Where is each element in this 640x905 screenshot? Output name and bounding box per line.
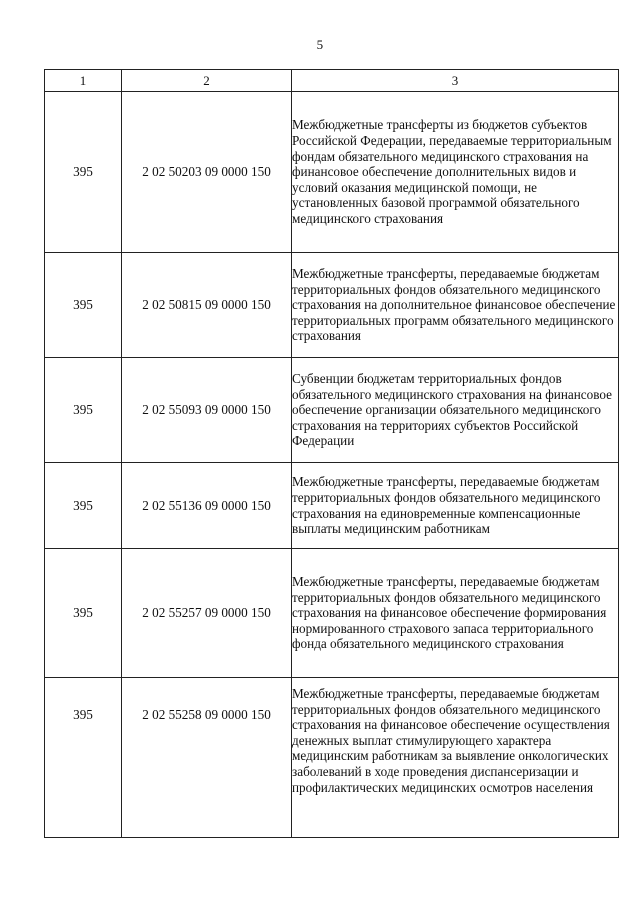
page-number: 5 xyxy=(316,37,324,52)
budget-classification-code-cell: 2 02 50815 09 0000 150 xyxy=(122,253,292,358)
budget-classification-code-cell: 2 02 55093 09 0000 150 xyxy=(122,358,292,463)
table-row xyxy=(45,92,619,253)
table-row xyxy=(45,358,619,463)
revenue-description-cell: Межбюджетные трансферты, передаваемые бюджетам территориальных фондов обязательного медицинского страхования на единовременные компенсационные выплаты медицинским работникам xyxy=(292,463,619,549)
column-header-1: 1 xyxy=(45,70,122,92)
budget-classification-code-cell: 2 02 50203 09 0000 150 xyxy=(122,92,292,253)
admin-code-cell: 395 xyxy=(45,92,122,253)
revenue-description-cell: Межбюджетные трансферты из бюджетов субъектов Российской Федерации, передаваемые территориальным фондам обязательного медицинского страхования на финансовое обеспечение дополнительных видов и условий оказания медицинской помощи, не установленных базовой программой обязательного медицинского страхования xyxy=(292,92,619,253)
admin-code-cell: 395 xyxy=(45,678,122,838)
admin-code-cell: 395 xyxy=(45,253,122,358)
admin-code-cell: 395 xyxy=(45,358,122,463)
table-row xyxy=(45,463,619,549)
revenue-description-cell: Субвенции бюджетам территориальных фондов обязательного медицинского страхования на финансовое обеспечение организации обязательного медицинского страхования на территориях субъектов Российской Федерации xyxy=(292,358,619,463)
revenue-description-cell: Межбюджетные трансферты, передаваемые бюджетам территориальных фондов обязательного медицинского страхования на финансовое обеспечение осуществления денежных выплат стимулирующего характера медицинским работникам за выявление онкологических заболеваний в ходе проведения диспансеризации и профилактических медицинских осмотров населения xyxy=(292,678,619,838)
table-row xyxy=(45,678,619,838)
admin-code-cell: 395 xyxy=(45,549,122,678)
column-header-2: 2 xyxy=(122,70,292,92)
table-row xyxy=(45,253,619,358)
budget-classification-code-cell: 2 02 55257 09 0000 150 xyxy=(122,549,292,678)
revenue-description-cell: Межбюджетные трансферты, передаваемые бюджетам территориальных фондов обязательного медицинского страхования на финансовое обеспечение формирования нормированного страхового запаса территориального фонда обязательного медицинского страхования xyxy=(292,549,619,678)
revenue-codes-table xyxy=(44,69,619,838)
table-row xyxy=(45,549,619,678)
column-header-3: 3 xyxy=(292,70,619,92)
revenue-description-cell: Межбюджетные трансферты, передаваемые бюджетам территориальных фондов обязательного медицинского страхования на дополнительное финансовое обеспечение территориальных программ обязательного медицинского страхования xyxy=(292,253,619,358)
budget-classification-code-cell: 2 02 55136 09 0000 150 xyxy=(122,463,292,549)
admin-code-cell: 395 xyxy=(45,463,122,549)
budget-classification-code-cell: 2 02 55258 09 0000 150 xyxy=(122,678,292,838)
table-header-row xyxy=(45,70,619,92)
